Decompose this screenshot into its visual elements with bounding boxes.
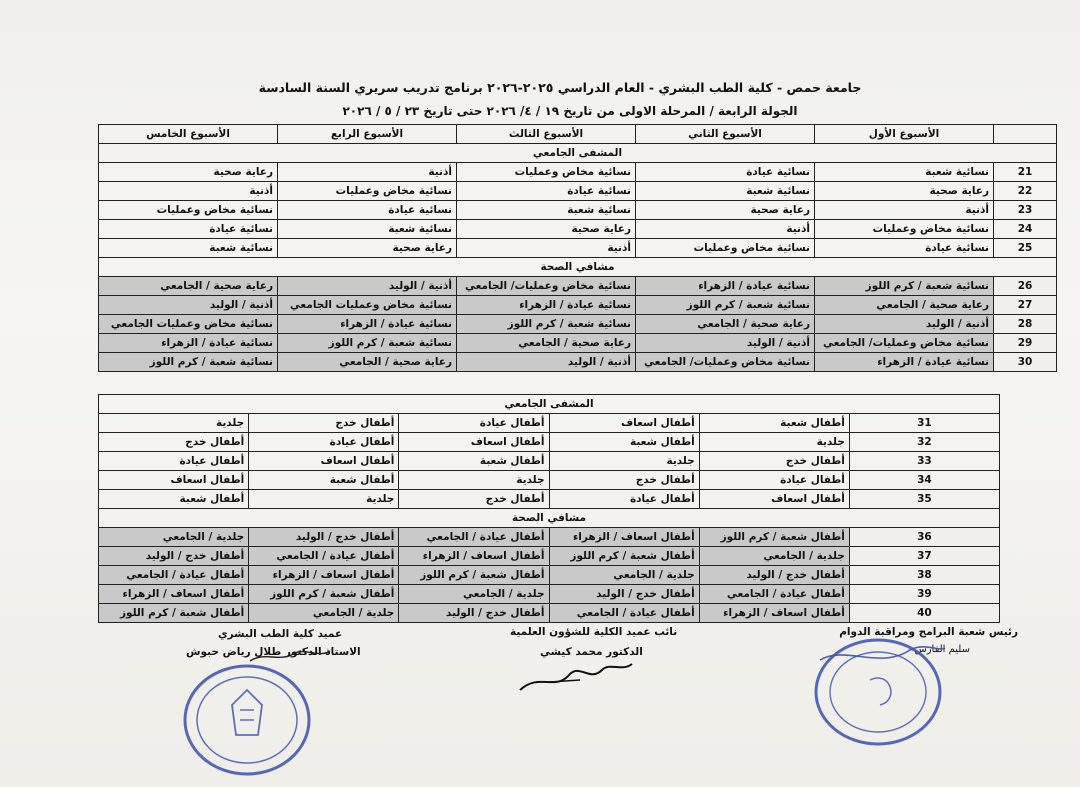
rotation-cell: أطفال اسعاف / الزهراء [249,566,399,585]
rotation-cell: نسائية مخاض وعمليات [457,163,636,182]
rotation-cell: أطفال عيادة / الجامعي [549,604,699,623]
rotation-cell: أطفال اسعاف [549,414,699,433]
table-row [99,452,1000,471]
group-number: 40 [849,604,999,623]
group-number: 22 [994,182,1057,201]
group-number: 36 [849,528,999,547]
rotation-cell: نسائية مخاض وعمليات [636,239,815,258]
rotation-cell: أطفال عيادة [99,452,249,471]
rotation-cell: جلدية / الجامعي [99,528,249,547]
group-number: 34 [849,471,999,490]
rotation-cell: أطفال خدج [99,433,249,452]
rotation-cell: رعاية صحية [636,201,815,220]
rotation-cell: نسائية عيادة [636,163,815,182]
week-header-1: الأسبوع الأول [815,125,994,144]
rotation-cell: أطفال عيادة [399,414,549,433]
week-header-5: الأسبوع الخامس [99,125,278,144]
table-row [99,315,1057,334]
rotation-cell: أطفال شعبة [549,433,699,452]
section-header-row [99,258,1057,277]
rotation-cell: أطفال اسعاف / الزهراء [399,547,549,566]
rotation-cell: نسائية شعبة / كرم اللوز [636,296,815,315]
rotation-cell: نسائية شعبة [636,182,815,201]
rotation-cell: أذنية / الوليد [636,334,815,353]
rotation-cell: أذنية / الوليد [457,353,636,372]
rotation-cell: أذنية / الوليد [815,315,994,334]
rotation-cell: نسائية مخاض وعمليات [815,220,994,239]
group-number: 25 [994,239,1057,258]
rotation-cell: نسائية عيادة [99,220,278,239]
rotation-cell: أطفال خدج [549,471,699,490]
section-title: المشفى الجامعي [99,144,1057,163]
rotation-cell: أذنية [457,239,636,258]
rotation-cell: أطفال اسعاف [399,433,549,452]
rotation-cell: أطفال شعبة / كرم اللوز [549,547,699,566]
rotation-cell: أذنية / الوليد [278,277,457,296]
faculty-seal-stamp [180,660,315,780]
rotation-cell: أطفال اسعاف / الزهراء [699,604,849,623]
rotation-cell: أطفال عيادة / الجامعي [399,528,549,547]
group-number: 31 [849,414,999,433]
table-row [99,433,1000,452]
center-handwritten-signature [510,652,640,697]
rotation-cell: نسائية عيادة [815,239,994,258]
rotation-cell: نسائية عيادة / الزهراء [815,353,994,372]
rotation-cell: نسائية مخاض وعمليات الجامعي [99,315,278,334]
group-number: 37 [849,547,999,566]
rotation-cell: رعاية صحية / الجامعي [815,296,994,315]
page-subtitle: الجولة الرابعة / المرحلة الاولى من تاريخ ١٩ / ٤/ ٢٠٢٦ حتى تاريخ ٢٣ / ٥ / ٢٠٢٦ [342,104,798,118]
rotation-cell: أذنية [278,163,457,182]
rotation-cell: أطفال خدج [399,490,549,509]
rotation-cell: أطفال خدج [699,452,849,471]
table-row [99,471,1000,490]
rotation-cell: أطفال شعبة / كرم اللوز [399,566,549,585]
rotation-cell: أطفال عيادة / الجامعي [249,547,399,566]
table-row [99,182,1057,201]
section-title: مشافي الصحة [99,509,1000,528]
rotation-cell: جلدية [549,452,699,471]
rotation-cell: نسائية شعبة / كرم اللوز [99,353,278,372]
rotation-cell: نسائية عيادة / الزهراء [457,296,636,315]
week-header-4: الأسبوع الرابع [278,125,457,144]
rotation-cell: نسائية عيادة [457,182,636,201]
rotation-cell: أطفال عيادة / الجامعي [699,585,849,604]
rotation-cell: نسائية مخاض وعمليات/ الجامعي [636,353,815,372]
table-row [99,296,1057,315]
rotation-cell: أطفال خدج / الوليد [99,547,249,566]
rotation-cell: نسائية شعبة / كرم اللوز [815,277,994,296]
rotation-cell: نسائية شعبة [278,220,457,239]
signature-center-role: نائب عميد الكلية للشؤون العلمية [510,626,678,638]
page-title: جامعة حمص - كلية الطب البشري - العام الدراسي ٢٠٢٥-٢٠٢٦ برنامج تدريب سريري السنة السادسة [258,80,862,95]
rotation-cell: نسائية شعبة [99,239,278,258]
group-number: 26 [994,277,1057,296]
rotation-cell: نسائية مخاض وعمليات [99,201,278,220]
table-row [99,334,1057,353]
rotation-cell: نسائية مخاض وعمليات/ الجامعي [815,334,994,353]
table-row [99,353,1057,372]
rotation-cell: أطفال اسعاف / الزهراء [99,585,249,604]
group-number: 29 [994,334,1057,353]
table-row [99,239,1057,258]
rotation-cell: جلدية [699,433,849,452]
rotation-cell: نسائية عيادة [278,201,457,220]
week-header-3: الأسبوع الثالث [457,125,636,144]
rotation-cell: نسائية مخاض وعمليات الجامعي [278,296,457,315]
signature-right-name: سليم الفارس [914,644,970,655]
group-number: 23 [994,201,1057,220]
group-number: 28 [994,315,1057,334]
rotation-cell: رعاية صحية [278,239,457,258]
group-number: 27 [994,296,1057,315]
section-title: مشافي الصحة [99,258,1057,277]
rotation-cell: أطفال اسعاف [249,452,399,471]
rotation-cell: جلدية [249,490,399,509]
rotation-cell: نسائية عيادة / الزهراء [278,315,457,334]
rotation-cell: أذنية / الوليد [99,296,278,315]
rotation-cell: جلدية / الجامعي [399,585,549,604]
rotation-cell: أطفال عيادة [249,433,399,452]
table-row [99,566,1000,585]
rotation-cell: نسائية عيادة / الزهراء [99,334,278,353]
table-row [99,220,1057,239]
table-row [99,547,1000,566]
rotation-table-1 [98,124,1057,372]
rotation-cell: رعاية صحية / الجامعي [278,353,457,372]
rotation-cell: أطفال اسعاف [99,471,249,490]
rotation-cell: نسائية شعبة / كرم اللوز [278,334,457,353]
rotation-cell: أطفال شعبة / كرم اللوز [249,585,399,604]
section-header-row [99,509,1000,528]
group-number: 24 [994,220,1057,239]
rotation-cell: أطفال خدج / الوليد [549,585,699,604]
signature-center-name: الدكتور محمد كيشي [540,646,643,658]
rotation-cell: أطفال خدج [249,414,399,433]
rotation-cell: أذنية [815,201,994,220]
rotation-cell: أطفال شعبة [399,452,549,471]
rotation-cell: أطفال خدج / الوليد [249,528,399,547]
rotation-cell: أطفال شعبة [99,490,249,509]
rotation-cell: أطفال شعبة / كرم اللوز [99,604,249,623]
table-row [99,585,1000,604]
rotation-cell: أذنية [636,220,815,239]
rotation-cell: رعاية صحية [457,220,636,239]
week-header-2: الأسبوع الثاني [636,125,815,144]
group-number: 32 [849,433,999,452]
rotation-cell: أطفال اسعاف [699,490,849,509]
rotation-cell: أطفال عيادة / الجامعي [99,566,249,585]
signature-left-name: الاستاذ الدكتور طلال رياض حبوش [186,646,361,658]
programs-office-stamp [800,630,950,750]
rotation-cell: نسائية عيادة / الزهراء [636,277,815,296]
signature-left-role: عميد كلية الطب البشري [218,628,343,640]
group-number: 39 [849,585,999,604]
table-row [99,528,1000,547]
rotation-cell: أطفال عيادة [699,471,849,490]
rotation-table-2 [98,394,1000,623]
table-row [99,490,1000,509]
rotation-cell: جلدية [99,414,249,433]
signature-right-role: رئيس شعبة البرامج ومراقبة الدوام [839,626,1018,638]
week-header-row [99,125,1057,144]
rotation-cell: نسائية شعبة / كرم اللوز [457,315,636,334]
rotation-cell: جلدية [399,471,549,490]
rotation-cell: جلدية / الجامعي [249,604,399,623]
group-number: 33 [849,452,999,471]
rotation-cell: أطفال عيادة [549,490,699,509]
rotation-cell: جلدية / الجامعي [549,566,699,585]
rotation-cell: رعاية صحية / الجامعي [457,334,636,353]
section-header-row [99,395,1000,414]
rotation-cell: أطفال شعبة [249,471,399,490]
rotation-cell: رعاية صحية / الجامعي [99,277,278,296]
rotation-cell: جلدية / الجامعي [699,547,849,566]
rotation-cell: أذنية [99,182,278,201]
group-number: 38 [849,566,999,585]
group-number: 30 [994,353,1057,372]
section-title: المشفى الجامعي [99,395,1000,414]
rotation-cell: أطفال شعبة [699,414,849,433]
rotation-cell: رعاية صحية [815,182,994,201]
group-number: 35 [849,490,999,509]
table-row [99,604,1000,623]
week-header-num-cell [994,125,1057,144]
rotation-cell: أطفال شعبة / كرم اللوز [699,528,849,547]
rotation-cell: أطفال اسعاف / الزهراء [549,528,699,547]
section-header-row [99,144,1057,163]
rotation-cell: أطفال خدج / الوليد [399,604,549,623]
rotation-cell: نسائية شعبة [815,163,994,182]
rotation-cell: رعاية صحية [99,163,278,182]
rotation-cell: نسائية مخاض وعمليات [278,182,457,201]
table-row [99,201,1057,220]
rotation-cell: أطفال خدج / الوليد [699,566,849,585]
rotation-cell: نسائية مخاض وعمليات/ الجامعي [457,277,636,296]
table-row [99,414,1000,433]
table-row [99,277,1057,296]
rotation-cell: رعاية صحية / الجامعي [636,315,815,334]
table-row [99,163,1057,182]
rotation-cell: نسائية شعبة [457,201,636,220]
group-number: 21 [994,163,1057,182]
